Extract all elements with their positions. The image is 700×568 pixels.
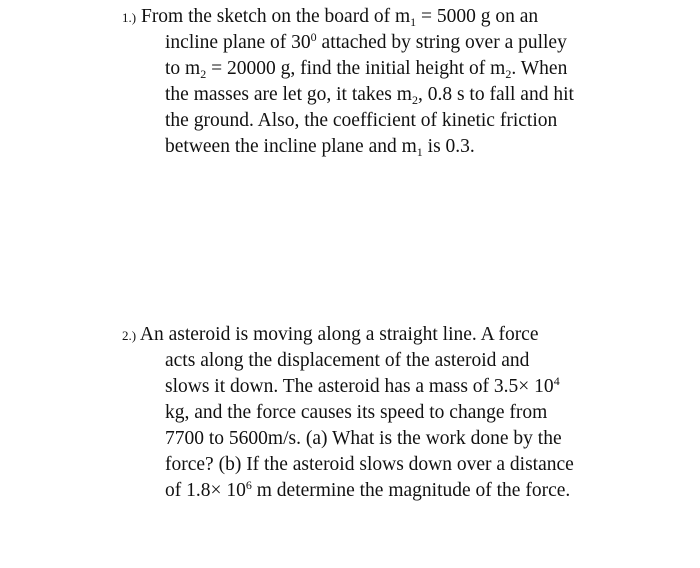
text-segment: acts along the displacement of the asteroid and [165, 350, 530, 371]
text-segment: 7700 to 5600m/s. (a) What is the work done by the [165, 428, 562, 449]
subscript: 1 [416, 145, 423, 159]
text-segment: kg, and the force causes its speed to change from [165, 402, 548, 423]
text-segment: m determine the magnitude of the force. [251, 480, 571, 501]
problem-2-line-7 [165, 478, 570, 504]
problem-2-line-6 [165, 452, 574, 478]
text-segment: , 0.8 s to fall and hit [417, 84, 574, 105]
text-segment: = 20000 g, find the initial height of m [206, 58, 506, 79]
superscript: 0 [310, 30, 317, 44]
problem-1-number: 1.) [122, 10, 137, 25]
problem-1-line-1 [122, 4, 538, 30]
text-segment: From the sketch on the board of m [140, 6, 411, 27]
text-segment: An asteroid is moving along a straight line. A force [139, 324, 539, 345]
text-segment: force? (b) If the asteroid slows down over a distance [165, 454, 574, 475]
problem-2-line-5 [165, 426, 562, 452]
problem-1-line-4 [165, 82, 574, 108]
text-segment: incline plane of 30 [165, 32, 311, 53]
problem-2-line-4 [165, 400, 547, 426]
problem-2-line-3 [165, 374, 560, 400]
text-segment: of 1.8× 10 [165, 480, 246, 501]
text-segment: = 5000 g on an [416, 6, 539, 27]
superscript: 6 [245, 478, 252, 492]
problem-1-line-6 [165, 134, 475, 160]
problem-2-line-2 [165, 348, 529, 374]
text-segment: the ground. Also, the coefficient of kinetic friction [165, 110, 558, 131]
problem-1-line-3 [165, 56, 567, 82]
subscript: 2 [505, 67, 512, 81]
subscript: 2 [411, 93, 418, 107]
problem-2-line-1 [122, 322, 539, 348]
problem-1-line-5 [165, 108, 557, 134]
text-segment: attached by string over a pulley [316, 32, 567, 53]
text-segment: is 0.3. [422, 136, 475, 157]
superscript: 4 [553, 374, 560, 388]
text-segment: slows it down. The asteroid has a mass of 3.5× 10 [165, 376, 554, 397]
text-segment: between the incline plane and m [165, 136, 417, 157]
problem-1-line-2 [165, 30, 567, 56]
subscript: 1 [410, 15, 417, 29]
text-segment: the masses are let go, it takes m [165, 84, 412, 105]
problem-2-number: 2.) [122, 328, 137, 343]
text-segment: to m [165, 58, 201, 79]
subscript: 2 [200, 67, 207, 81]
text-segment: . When [511, 58, 568, 79]
